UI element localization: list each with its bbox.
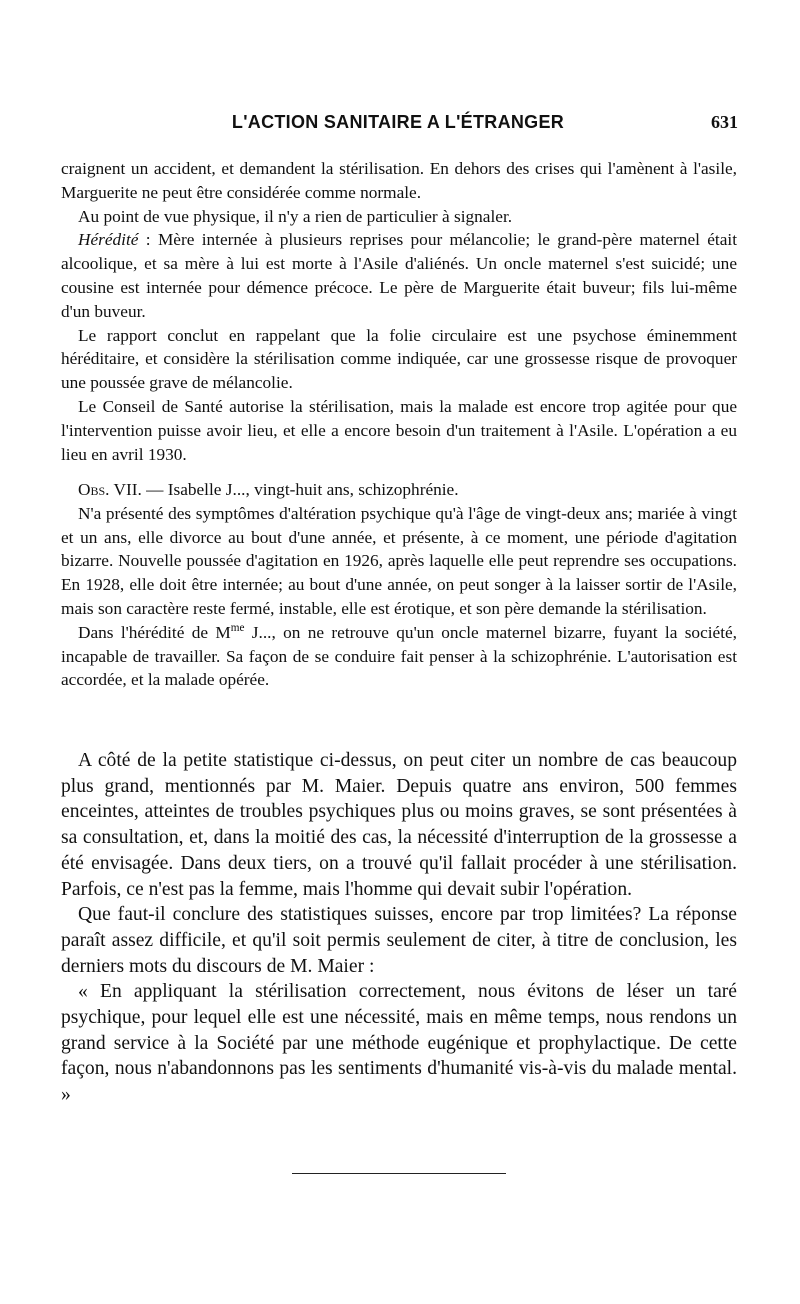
page-header <box>58 112 738 142</box>
text-run: J..., on ne retrouve qu'un oncle maternel bizarre, fuyant la société, incapable de travailler. Sa façon de se conduire fait penser à la schizophrénie. L'autorisation est accordée, et la malade opérée. <box>61 622 738 690</box>
quotation: « En appliquant la stérilisation correctement, nous évitons de léser un taré psychique, pour lequel elle est une nécessité, mais en même temps, nous rendons un grand service à la Société par une méthode eugénique et prophylactique. De cette façon, nous n'abandonnons pas les sentiments d'humanité vis-à-vis du malade mental. » <box>61 981 737 1106</box>
running-title: L'ACTION SANITAIRE A L'ÉTRANGER <box>231 112 565 132</box>
paragraph: craignent un accident, et demandent la stérilisation. En dehors des crises qui l'amènent à l'asile, Marguerite ne peut être considérée comme normale. <box>61 159 737 202</box>
main-text <box>61 748 737 1108</box>
section-end-rule <box>292 1173 506 1174</box>
paragraph: Le Conseil de Santé autorise la stérilisation, mais la malade est encore trop agitée pour que l'intervention puisse avoir lieu, et elle a encore besoin d'un traitement à l'Asile. L'opération a eu lieu en avril 1930. <box>61 396 737 464</box>
heredity-label: Hérédité <box>78 230 139 250</box>
paragraph <box>61 621 737 692</box>
observation-title: — Isabelle J..., vingt-huit ans, schizophrénie. <box>141 480 459 499</box>
case-report-continuation <box>61 157 737 466</box>
paragraph: N'a présenté des symptômes d'altération psychique qu'à l'âge de vingt-deux ans; mariée à vingt et un ans, elle divorce au bout d'une année, et présente, à ce moment, une période d'agitation bizarre. Nouvelle poussée d'agitation en 1926, après laquelle elle peut reprendre ses occupations. En 1928, elle doit être internée; au bout d'une année, on peut songer à la laisser sortir de l'Asile, mais son caractère reste fermé, instable, elle est érotique, et son père demande la stérilisation. <box>61 503 737 618</box>
observation-label: Obs. VII. <box>78 480 142 499</box>
paragraph: Le rapport conclut en rappelant que la folie circulaire est une psychose éminemment héréditaire, et considère la stérilisation comme indiquée, car une grossesse risque de provoquer une poussée grave de mélancolie. <box>61 325 737 393</box>
heredity-text: : Mère internée à plusieurs reprises pour mélancolie; le grand-père maternel était alcoolique, et sa mère à lui est morte à l'Asile d'aliénés. Un oncle maternel s'est suicidé; une cousine est internée pour démence précoce. Le père de Marguerite était buveur; fils lui-même d'un buveur. <box>61 230 737 321</box>
observation-heading <box>61 478 737 502</box>
paragraph: Au point de vue physique, il n'y a rien de particulier à signaler. <box>78 206 513 226</box>
heredity-paragraph <box>61 228 737 323</box>
paragraph: Que faut-il conclure des statistiques suisses, encore par trop limitées? La réponse paraît assez difficile, et qu'il soit permis seulement de citer, à titre de conclusion, les derniers mots du discours de M. Maier : <box>61 904 737 977</box>
paragraph: A côté de la petite statistique ci-dessus, on peut citer un nombre de cas beaucoup plus grand, mentionnés par M. Maier. Depuis quatre ans environ, 500 femmes enceintes, atteintes de troubles psychiques plus ou moins graves, se sont présentées à sa consultation, et, dans la moitié des cas, la nécessité d'interruption de la grossesse a été envisagée. Dans deux tiers, on a trouvé qu'il fallait procéder à une stérilisation. Parfois, ce n'est pas la femme, mais l'homme qui devait subir l'opération. <box>61 750 737 900</box>
page-number: 631 <box>711 112 738 132</box>
superscript: me <box>230 622 245 635</box>
text-run: Dans l'hérédité de M <box>78 622 231 642</box>
observation-vii <box>61 478 737 692</box>
